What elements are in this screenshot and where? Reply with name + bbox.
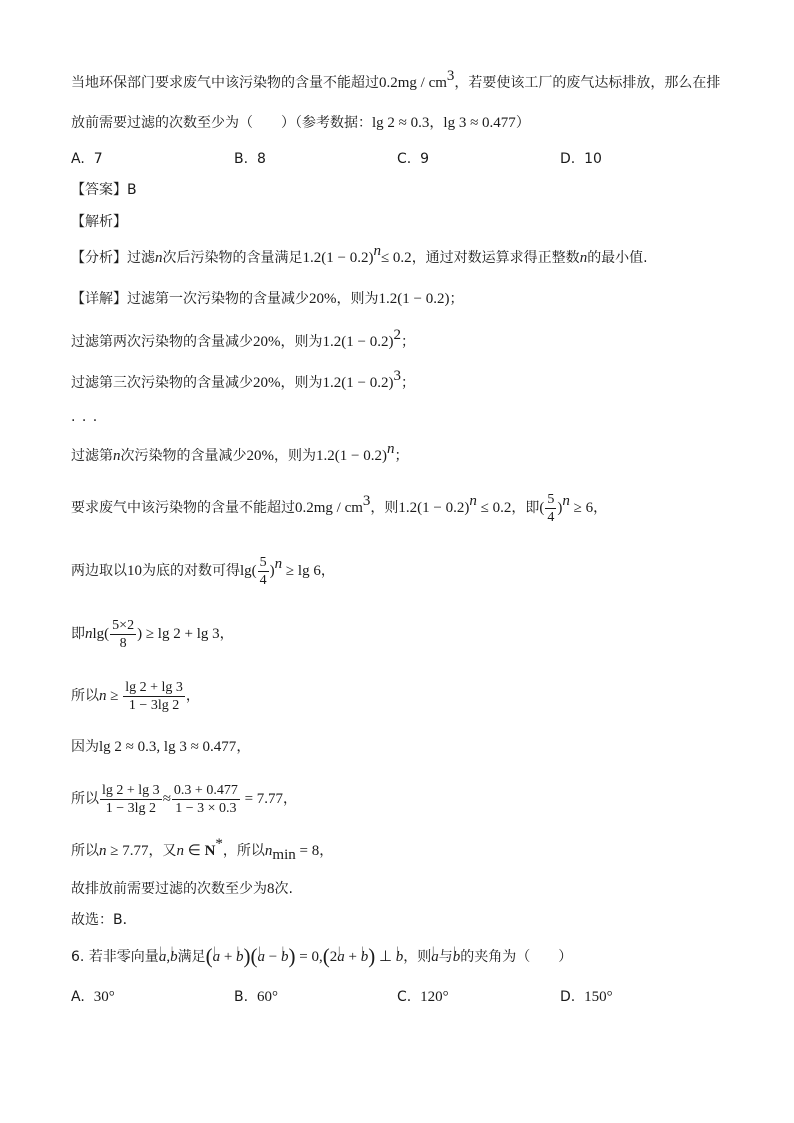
q6-choice-d: D. 150° (560, 989, 613, 1005)
fenxi-tag: 【分析】 (71, 250, 127, 266)
suoyi-2-line: 所以 $\frac{\lg 2 + \lg 3}{1 - 3\lg 2}$ ≈ $\frac{0.3 + 0.477}{1 - 3 \times 0.3}$ = 7.77， (71, 782, 298, 816)
suoyi-3-line: 所以n ≥ 7.77，又n ∈ N*，所以$n_{min} = 8$， (71, 836, 334, 863)
q5-ref-lg3: lg 3 ≈ 0.477 (443, 115, 516, 131)
q5-choice-c: C. 9 (397, 151, 430, 167)
log-fraction: $\frac{5}{4}$ (259, 554, 267, 588)
step-2-line: 过滤第两次污染物的含量减少20%，则为$1.2(1 - 0.2)^2$； (71, 327, 415, 350)
q5-stem-line-1: 当地环保部门要求废气中该污染物的含量不能超过$0.2mg / cm^3$，若要使该工厂的废气达标排放，那么在排 (71, 68, 721, 91)
q6-choice-c: C. 120° (397, 989, 449, 1005)
q5-stem-line-2: 放前需要过滤的次数至少为（ ）（参考数据：lg 2 ≈ 0.3，lg 3 ≈ 0.477） (71, 115, 530, 131)
q6-stem: 6. 若非零向量| a,| b满足(| a + | b)(| a − | b) = 0,(2| a + | b) ⊥ | b，则| a与| b的夹角为（ ） (71, 944, 572, 969)
q5-stem-text-d: ） (515, 115, 530, 131)
q5-choice-a: A. 7 (71, 151, 103, 167)
q5-stem-text-c: 放前需要过滤的次数至少为（ ）（参考数据： (71, 115, 372, 131)
q5-ref-lg2: lg 2 ≈ 0.3 (372, 115, 430, 131)
answer-value: B (127, 182, 137, 198)
q5-stem-text-b: ，若要使该工厂的废气达标排放，那么在排 (454, 75, 721, 91)
requirement-line: 要求废气中该污染物的含量不能超过$0.2mg / cm^3$，则$1.2(1 - 0.2)^n \le 0.2$，即( $\frac{5}{4}$ )$^n$ ≥ 6， (71, 491, 608, 525)
log-line: 两边取以10为底的对数可得lg( $\frac{5}{4}$ )$^n$ ≥ lg 6， (71, 554, 335, 588)
q5-stem-text-a: 当地环保部门要求废气中该污染物的含量不能超过 (71, 75, 379, 91)
ellipsis-line: · · · (71, 413, 99, 429)
q6-number: 6. (71, 949, 85, 965)
suoyi-1-fraction: $\frac{\lg 2 + \lg 3}{1 - 3\lg 2}$ (125, 679, 183, 713)
q5-choice-b: B. 8 (234, 151, 266, 167)
suoyi-2-fraction-1: $\frac{\lg 2 + \lg 3}{1 - 3\lg 2}$ (102, 782, 160, 816)
ji-line: 即nlg( $\frac{5\times 2}{8}$ ) ≥ lg 2 + lg 3， (71, 617, 234, 651)
suoyi-2-fraction-2: $\frac{0.3 + 0.477}{1 - 3 \times 0.3}$ (173, 782, 238, 816)
ji-fraction: $\frac{5\times 2}{8}$ (112, 617, 135, 651)
suoyi-1-line: 所以n ≥ $\frac{\lg 2 + \lg 3}{1 - 3\lg 2}$ ， (71, 679, 200, 713)
q5-limit-unit: mg / cm (397, 75, 447, 91)
q5-choice-d: D. 10 (560, 151, 602, 167)
q6-choice-b: B. 60° (234, 989, 278, 1005)
answer-tag: 【答案】 (71, 182, 127, 198)
answer-line (71, 180, 137, 200)
req-fraction: $\frac{5}{4}$ (547, 491, 555, 525)
fenxi-line: 【分析】过滤n次后污染物的含量满足$1.2(1 - 0.2)^n\le 0.2$，通过对数运算求得正整数n的最小值. (71, 243, 648, 266)
analysis-heading: 【解析】 (71, 214, 127, 230)
q6-choice-a: A. 30° (71, 989, 115, 1005)
yinwei-line: 因为lg 2 ≈ 0.3, lg 3 ≈ 0.477， (71, 739, 251, 755)
step-n-line: 过滤第n次污染物的含量减少20%，则为$1.2(1 - 0.2)^n$； (71, 441, 409, 464)
step-1-line: 【详解】过滤第一次污染物的含量减少20%，则为1.2(1 − 0.2)； (71, 291, 464, 307)
xiangjie-tag: 【详解】 (71, 291, 127, 307)
conclusion-line: 故排放前需要过滤的次数至少为8次. (71, 881, 293, 897)
step-3-line: 过滤第三次污染物的含量减少20%，则为$1.2(1 - 0.2)^3$； (71, 368, 415, 391)
q5-limit-value: 0.2 (379, 75, 398, 91)
choose-line: 故选：B． (71, 912, 137, 928)
